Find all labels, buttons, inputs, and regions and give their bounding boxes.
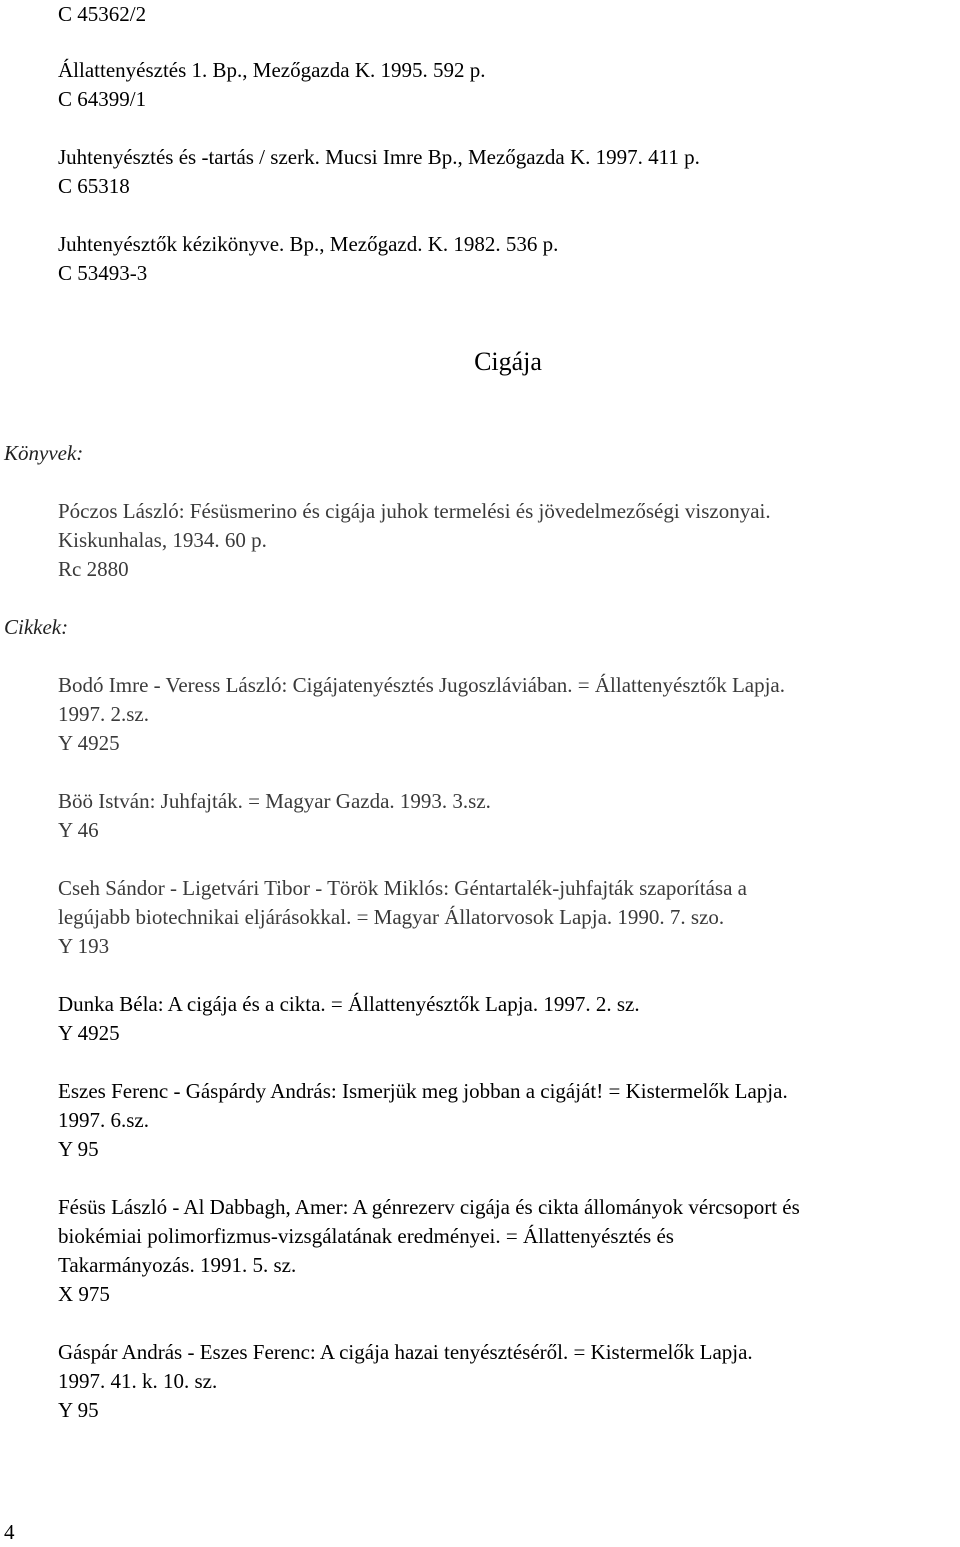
article-entry-line: 1997. 41. k. 10. sz. [58, 1369, 218, 1393]
call-number: Y 4925 [58, 1021, 120, 1045]
article-entry-line: Gáspár András - Eszes Ferenc: A cigája hazai tenyésztéséről. = Kistermelők Lapja. [58, 1340, 753, 1364]
article-entry-line: legújabb biotechnikai eljárásokkal. = Magyar Állatorvosok Lapja. 1990. 7. szo. [58, 905, 725, 929]
book-entry-line: Kiskunhalas, 1934. 60 p. [58, 528, 267, 552]
call-number: C 53493-3 [58, 261, 148, 285]
article-entry-line: Eszes Ferenc - Gáspárdy András: Ismerjük meg jobban a cigáját! = Kistermelők Lapja. [58, 1079, 788, 1103]
article-entry-line: Takarmányozás. 1991. 5. sz. [58, 1253, 297, 1277]
article-entry-line: Dunka Béla: A cigája és a cikta. = Állattenyésztők Lapja. 1997. 2. sz. [58, 992, 640, 1016]
article-entry-line: Fésüs László - Al Dabbagh, Amer: A génrezerv cigája és cikta állományok vércsoport és [58, 1195, 800, 1219]
books-label: Könyvek: [4, 441, 84, 465]
page-number: 4 [4, 1520, 15, 1544]
call-number: X 975 [58, 1282, 110, 1306]
article-entry-line: 1997. 6.sz. [58, 1108, 149, 1132]
call-number: Y 95 [58, 1137, 99, 1161]
book-entry-text: Juhtenyésztők kézikönyve. Bp., Mezőgazd. K. 1982. 536 p. [58, 232, 559, 256]
article-entry-line: Böö István: Juhfajták. = Magyar Gazda. 1993. 3.sz. [58, 789, 491, 813]
call-number: Rc 2880 [58, 557, 129, 581]
call-number: Y 4925 [58, 731, 120, 755]
article-entry-line: Bodó Imre - Veress László: Cigájatenyésztés Jugoszláviában. = Állattenyésztők Lapja. [58, 673, 785, 697]
article-entry-line: biokémiai polimorfizmus-vizsgálatának eredményei. = Állattenyésztés és [58, 1224, 674, 1248]
call-number: Y 95 [58, 1398, 99, 1422]
article-entry-line: Cseh Sándor - Ligetvári Tibor - Török Miklós: Géntartalék-juhfajták szaporítása a [58, 876, 747, 900]
call-number: C 64399/1 [58, 87, 147, 111]
call-number: Y 193 [58, 934, 110, 958]
book-entry-text: Juhtenyésztés és -tartás / szerk. Mucsi Imre Bp., Mezőgazda K. 1997. 411 p. [58, 145, 700, 169]
call-number: C 45362/2 [58, 2, 147, 26]
call-number: C 65318 [58, 174, 130, 198]
article-entry-line: 1997. 2.sz. [58, 702, 149, 726]
section-title: Cigája [474, 347, 542, 376]
call-number: Y 46 [58, 818, 99, 842]
book-entry-line: Póczos László: Fésüsmerino és cigája juhok termelési és jövedelmezőségi viszonyai. [58, 499, 771, 523]
book-entry-text: Állattenyésztés 1. Bp., Mezőgazda K. 1995. 592 p. [58, 58, 486, 82]
articles-label: Cikkek: [4, 615, 69, 639]
